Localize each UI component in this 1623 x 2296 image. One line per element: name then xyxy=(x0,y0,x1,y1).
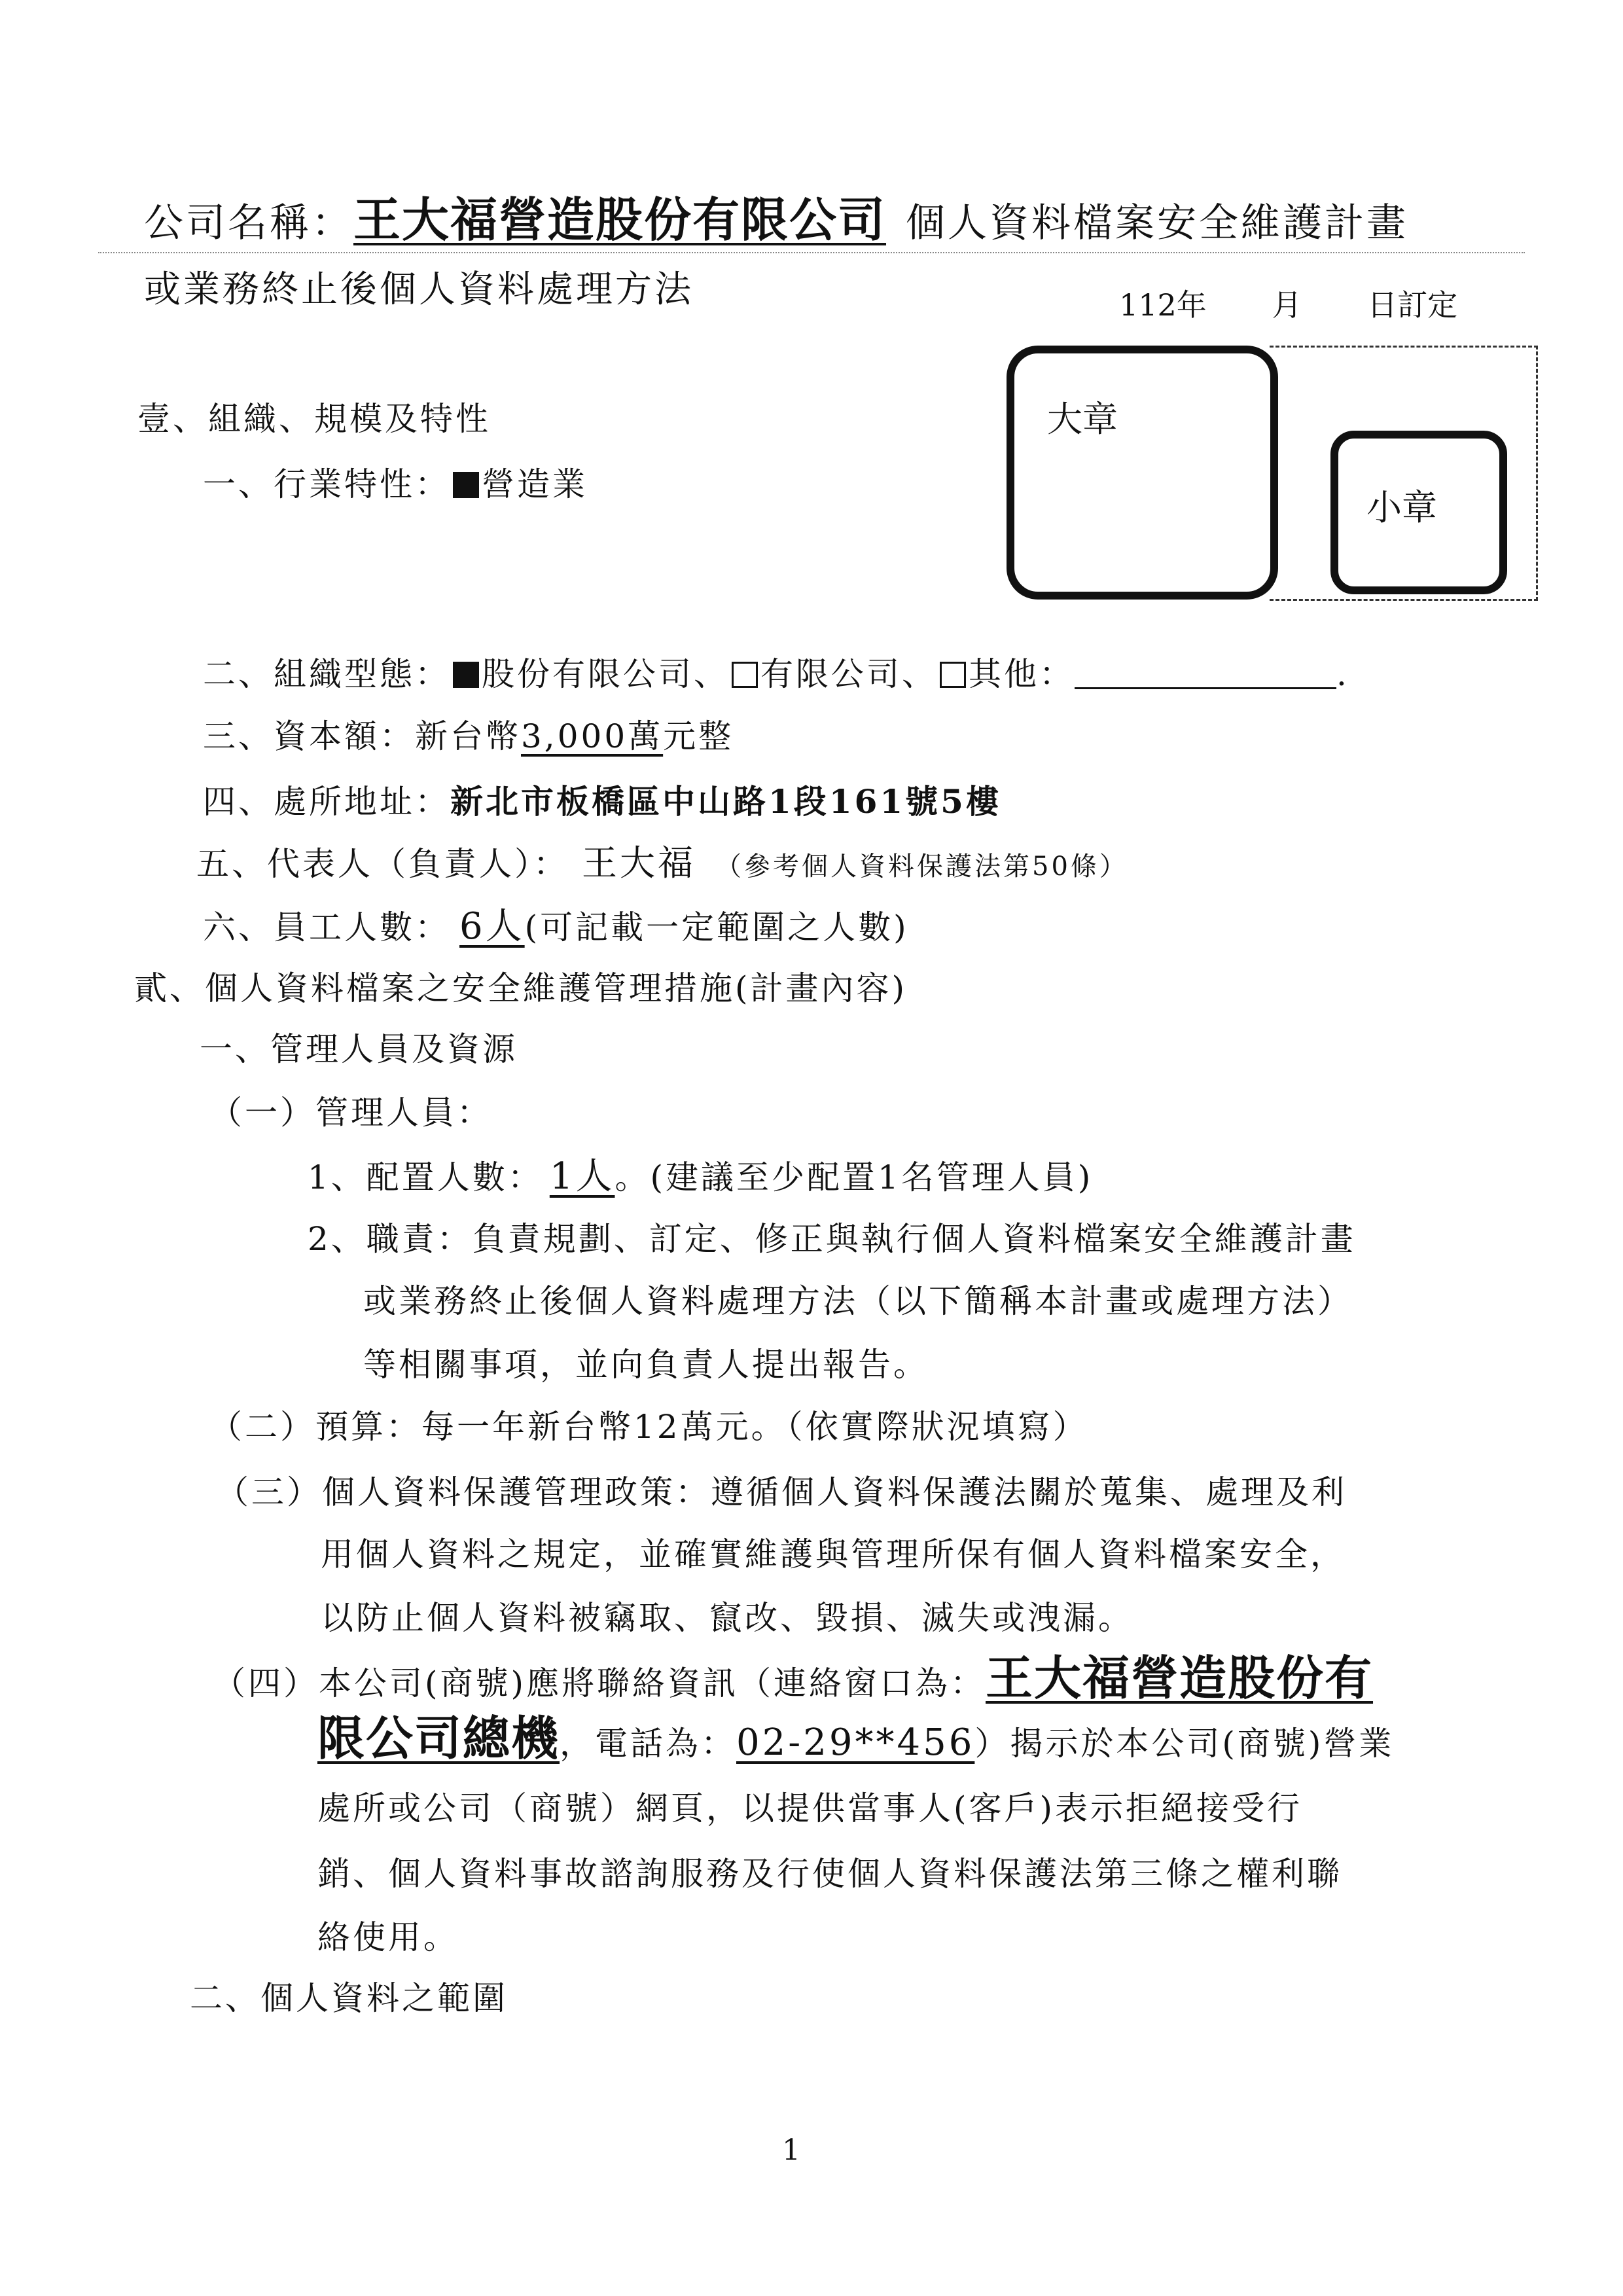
big-seal-label: 大章 xyxy=(1047,399,1118,440)
section1-title: 壹、組織、規模及特性 xyxy=(137,400,491,438)
address-line xyxy=(203,782,1001,821)
item4-after: ）揭示於本公司(商號)營業 xyxy=(974,1725,1395,1763)
capital-value: 3,000萬 xyxy=(521,717,664,755)
date-line xyxy=(1119,281,1457,325)
item4-contact-a: 王大福營造股份有 xyxy=(986,1651,1374,1706)
item4-line3: 處所或公司（商號）網頁，以提供當事人(客戶)表示拒絕接受行 xyxy=(317,1789,1303,1827)
item3-line3: 以防止個人資料被竊取、竄改、毀損、滅失或洩漏。 xyxy=(321,1599,1133,1637)
address-label: 四、處所地址： xyxy=(203,783,450,821)
checked-checkbox xyxy=(453,662,479,688)
rep-note: （參考個人資料保護法第50條） xyxy=(715,852,1128,882)
item4-prefix: （四）本公司(商號)應將聯絡資訊（連絡窗口為： xyxy=(213,1664,986,1702)
page-number: 1 xyxy=(782,2134,800,2167)
item1-2-line2: 或業務終止後個人資料處理方法（以下簡稱本計畫或處理方法） xyxy=(363,1282,1353,1320)
date-month: 月 xyxy=(1272,287,1302,323)
checked-checkbox xyxy=(453,472,479,498)
industry-label: 一、行業特性： xyxy=(203,465,450,503)
staff-line xyxy=(203,905,909,948)
big-seal-box xyxy=(1007,346,1278,600)
org-end: . xyxy=(1336,655,1349,693)
document-subtitle: 或業務終止後個人資料處理方法 xyxy=(144,268,694,311)
capital-suffix: 元整 xyxy=(663,717,734,755)
date-year: 112年 xyxy=(1119,287,1207,323)
item1-1-label: 1、配置人數： xyxy=(308,1158,543,1196)
item1-1-line xyxy=(308,1155,1094,1198)
plan-title: 個人資料檔案安全維護計畫 xyxy=(906,200,1409,246)
item4-line5: 絡使用。 xyxy=(317,1918,459,1956)
other-blank-line xyxy=(1075,661,1336,689)
section2-title: 貳、個人資料檔案之安全維護管理措施(計畫內容) xyxy=(134,969,908,1007)
unchecked-checkbox xyxy=(732,662,758,688)
section2-sub1: 一、管理人員及資源 xyxy=(200,1030,518,1068)
section2-sub2: 二、個人資料之範圍 xyxy=(190,1979,508,2017)
item4-contact-b: 限公司總機 xyxy=(317,1711,560,1766)
item3-line1: （三）個人資料保護管理政策：遵循個人資料保護法關於蒐集、處理及利 xyxy=(216,1473,1347,1511)
industry-value: 營造業 xyxy=(482,465,588,503)
date-day: 日訂定 xyxy=(1367,287,1458,323)
item1-1-note: 。(建議至少配置1名管理人員) xyxy=(615,1158,1094,1196)
item4-phone: 02-29**456 xyxy=(736,1721,975,1764)
capital-line xyxy=(203,717,734,755)
item4-line4: 銷、個人資料事故諮詢服務及行使個人資料保護法第三條之權利聯 xyxy=(317,1855,1342,1893)
org-option2: 有限公司、 xyxy=(760,655,937,693)
item4-phone-label: ，電話為： xyxy=(560,1725,737,1763)
staff-label: 六、員工人數： xyxy=(203,908,450,946)
staff-value: 6人 xyxy=(459,905,525,948)
org-label: 二、組織型態： xyxy=(203,655,450,693)
staff-note: (可記載一定範圍之人數) xyxy=(524,908,909,946)
org-option1: 股份有限公司、 xyxy=(482,655,729,693)
org-type-line xyxy=(203,655,1349,693)
item3-line2: 用個人資料之規定，並確實維護與管理所保有個人資料檔案安全， xyxy=(321,1535,1346,1573)
item1-2-line1: 2、職責：負責規劃、訂定、修正與執行個人資料檔案安全維護計畫 xyxy=(308,1220,1356,1258)
unchecked-checkbox xyxy=(940,662,966,688)
small-seal-label: 小章 xyxy=(1366,487,1437,528)
item1-1-value: 1人 xyxy=(549,1155,615,1198)
address-value: 新北市板橋區中山路1段161號5樓 xyxy=(450,782,1001,821)
header-divider xyxy=(98,252,1525,253)
company-label: 公司名稱： xyxy=(144,200,353,246)
item1-label: （一）管理人員： xyxy=(209,1094,492,1132)
rep-label: 五、代表人（負責人）： xyxy=(196,845,569,883)
industry-line xyxy=(203,465,588,503)
item2-line: （二）預算：每一年新台幣12萬元。（依實際狀況填寫） xyxy=(209,1408,1088,1446)
representative-line xyxy=(196,842,1128,884)
org-option3: 其他： xyxy=(969,655,1075,693)
item4-line2 xyxy=(317,1711,1395,1766)
item1-2-line3: 等相關事項，並向負責人提出報告。 xyxy=(363,1346,929,1384)
company-name: 王大福營造股份有限公司 xyxy=(353,192,887,247)
capital-label: 三、資本額：新台幣 xyxy=(203,717,521,755)
rep-value: 王大福 xyxy=(582,842,696,884)
company-line xyxy=(144,192,1409,247)
item4-line1 xyxy=(213,1651,1374,1706)
